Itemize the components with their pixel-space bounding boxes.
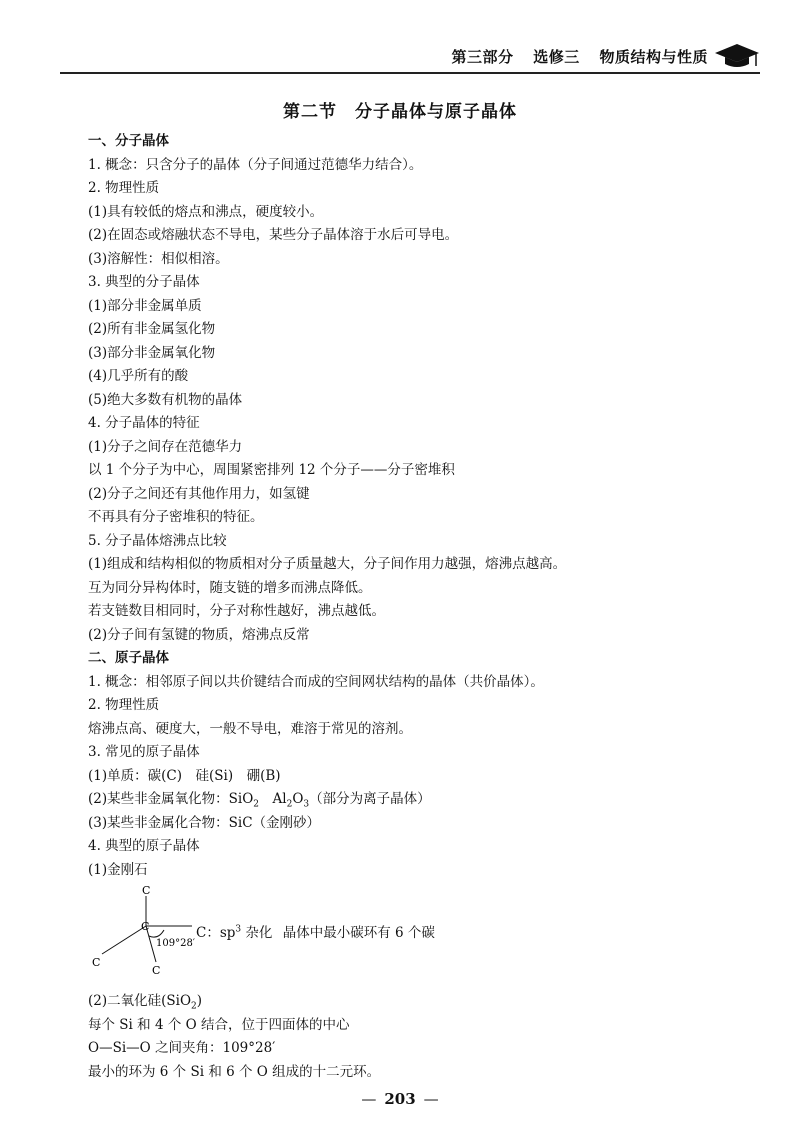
text-line: (3)部分非金属氧化物 xyxy=(88,344,216,361)
text-line: O—Si—O 之间夹角：109°28′ xyxy=(88,1040,276,1056)
text-line: 1. 概念：只含分子的晶体（分子间通过范德华力结合）。 xyxy=(88,156,423,173)
page-footer: — 203 — xyxy=(361,1090,439,1108)
carbon-bottom: C xyxy=(152,964,161,977)
text-line: 3. 常见的原子晶体 xyxy=(88,744,200,760)
text-line: (5)绝大多数有机物的晶体 xyxy=(88,391,243,408)
text-line: (2)所有非金属氢化物 xyxy=(88,321,216,337)
header-subject: 物质结构与性质 xyxy=(599,48,708,66)
text-line: 2. 物理性质 xyxy=(88,180,160,196)
text-line: 不再具有分子密堆积的特征。 xyxy=(88,509,264,525)
text-line: 互为同分异构体时，随支链的增多而沸点降低。 xyxy=(88,579,372,596)
page-number: 203 xyxy=(384,1090,416,1108)
header-text xyxy=(437,46,708,67)
running-header xyxy=(60,40,760,74)
text-line: 5. 分子晶体熔沸点比较 xyxy=(88,532,227,549)
text-block-top xyxy=(88,130,768,788)
page-content xyxy=(88,130,768,1084)
oxide-line: (2)某些非金属氧化物：SiO$_2$ $Al_2O_3$（部分为离子晶体） xyxy=(88,791,431,810)
text-line: (3)某些非金属化合物：SiC（金刚砂） xyxy=(88,814,321,831)
hybridization-suffix: 杂化 xyxy=(241,925,273,941)
text-line: 若支链数目相同时，分子对称性越好，沸点越低。 xyxy=(88,603,385,619)
text-line: 熔沸点高、硬度大，一般不导电，难溶于常见的溶剂。 xyxy=(88,720,412,737)
text-block-bottom xyxy=(88,1014,768,1085)
ring-note: 晶体中最小碳环有 6 个碳 xyxy=(282,925,435,941)
bond-angle-label: 109°28′ xyxy=(156,938,196,949)
diagram-caption xyxy=(196,921,435,941)
section-heading: 一、分子晶体 xyxy=(88,133,169,149)
text-line: (3)溶解性：相似相溶。 xyxy=(88,250,229,267)
carbon-left: C xyxy=(92,956,101,969)
text-line: 最小的环为 6 个 Si 和 6 个 O 组成的十二元环。 xyxy=(88,1063,381,1080)
diamond-structure-diagram xyxy=(88,882,768,990)
tetrahedral-carbon-figure xyxy=(88,882,198,990)
text-line: (1)单质：碳(C) 硅(Si) 硼(B) xyxy=(88,767,281,784)
section-title: 第二节 分子晶体与原子晶体 xyxy=(283,102,517,122)
text-line: (2)分子之间还有其他作用力，如氢键 xyxy=(88,485,310,502)
text-line: (1)部分非金属单质 xyxy=(88,297,202,314)
section-heading: 二、原子晶体 xyxy=(88,650,169,666)
carbon-center: C xyxy=(141,920,150,933)
text-line: 1. 概念：相邻原子间以共价键结合而成的空间网状结构的晶体（共价晶体）。 xyxy=(88,673,544,690)
header-elective: 选修三 xyxy=(533,48,580,66)
text-line: 4. 分子晶体的特征 xyxy=(88,415,200,431)
text-line: (1)金刚石 xyxy=(88,861,148,878)
hybridization-prefix: C：sp xyxy=(196,925,236,941)
text-block-mid xyxy=(88,812,768,883)
text-line: (2)在固态或熔融状态不导电，某些分子晶体溶于水后可导电。 xyxy=(88,227,459,243)
text-line: 3. 典型的分子晶体 xyxy=(88,274,200,290)
text-line: (2)分子间有氢键的物质，熔沸点反常 xyxy=(88,626,310,643)
sio2-line: (2)二氧化硅(SiO$_2$) xyxy=(88,993,203,1012)
text-line: 4. 典型的原子晶体 xyxy=(88,838,200,854)
graduation-cap-icon xyxy=(714,42,760,70)
text-line: 2. 物理性质 xyxy=(88,697,160,713)
text-line: 每个 Si 和 4 个 O 结合，位于四面体的中心 xyxy=(88,1016,350,1033)
text-line: (1)组成和结构相似的物质相对分子质量越大，分子间作用力越强，熔沸点越高。 xyxy=(88,556,567,572)
text-line: 以 1 个分子为中心，周围紧密排列 12 个分子——分子密堆积 xyxy=(88,462,455,478)
text-line: (4)几乎所有的酸 xyxy=(88,368,189,384)
text-line: (1)分子之间存在范德华力 xyxy=(88,438,243,455)
hybridization-sup: 3 xyxy=(235,924,242,935)
header-part: 第三部分 xyxy=(451,48,514,66)
carbon-top: C xyxy=(142,884,151,897)
text-line: (1)具有较低的熔点和沸点，硬度较小。 xyxy=(88,203,324,220)
